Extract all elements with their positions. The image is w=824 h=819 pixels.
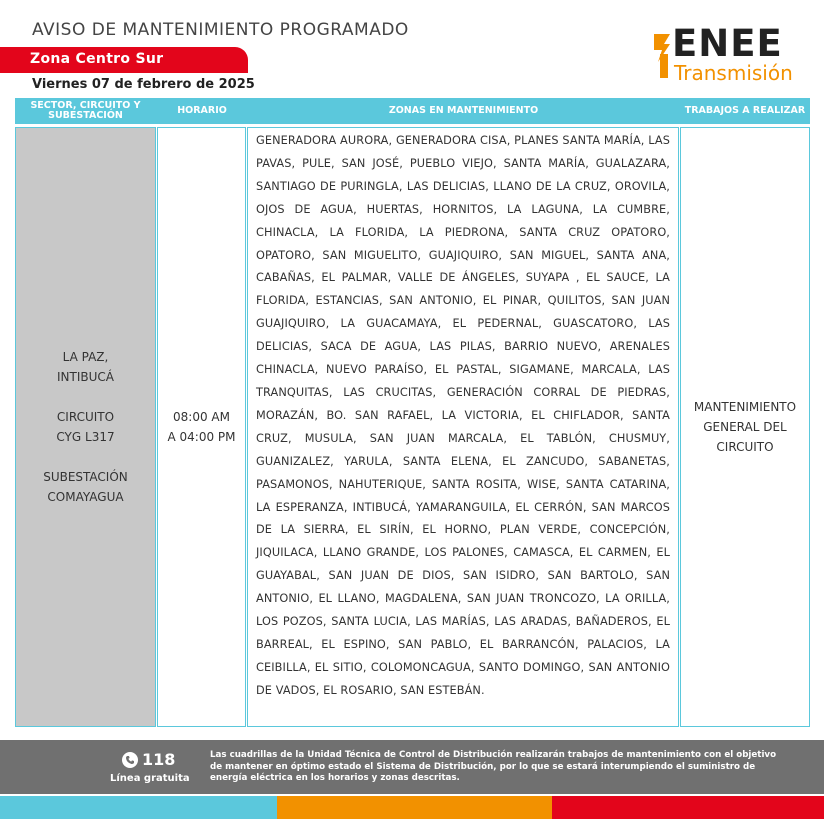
location-line-1: LA PAZ,	[62, 350, 109, 364]
location-line-2: INTIBUCÁ	[57, 370, 114, 384]
notice-date: Viernes 07 de febrero de 2025	[32, 77, 255, 92]
footer-banner	[0, 740, 824, 794]
enee-logo	[650, 22, 810, 85]
schedule-end: A 04:00 PM	[167, 430, 236, 444]
stripe-cyan	[0, 796, 277, 819]
sector-cell	[15, 127, 156, 727]
work-line-2: GENERAL DEL	[703, 420, 787, 434]
zones-list: GENERADORA AURORA, GENERADORA CISA, PLANES SANTA MARÍA, LAS PAVAS, PULE, SAN JOSÉ, PUEBLO VIEJO, SANTA MARÍA, GUALAZARA, SANTIAGO DE PURINGLA, LAS DELICIAS, LLANO DE LA CRUZ, OROVILA, OJOS DE AGUA, HUERTAS, HORNITOS, LA LAGUNA, LA CUMBRE, CHINACLA, LA FLORIDA, LA PIEDRONA, SANTA CRUZ OPATORO, OPATORO, SAN MIGUELITO, GUAJIQUIRO, SAN MIGUEL, SANTA ANA, CABAÑAS, EL PALMAR, VALLE DE ÁNGELES, SUYAPA , EL SAUCE, LA FLORIDA, ESTANCIAS, SAN ANTONIO, EL PINAR, QUILITOS, SAN JUAN GUAJIQUIRO, LA GUACAMAYA, EL PEDERNAL, GUASCATORO, LAS DELICIAS, SACA DE AGUA, LAS PILAS, BARRIO NUEVO, ARENALES CHINACLA, NUEVO PARAÍSO, EL PASTAL, SIGAMANE, MARCALA, LAS TRANQUITAS, LAS CRUCITAS, GENERACIÓN CORRAL DE PIEDRAS, MORAZÁN, BO. SAN RAFAEL, LA VICTORIA, EL CHIFLADOR, SANTA CRUZ, MUSULA, SAN JUAN MARCALA, EL TABLÓN, CHUSMUY, GUANIZALEZ, YARULA, SANTA ELENA, EL ZANCUDO, SABANETAS, PASAMONOS, NAHUTERIQUE, SANTA ROSITA, WISE, SANTA CATARINA, LA ESPERANZA, INTIBUCÁ, YAMARANGUILA, EL CERRÓN, SAN MARCOS DE LA SIERRA, EL SIRÍN, EL HORNO, PLAN VERDE, CONCEPCIÓN, JIQUILACA, LLANO GRANDE, LOS PALONES, CAMASCA, EL CARMEN, EL GUAYABAL, SAN JUAN DE DIOS, SAN ISIDRO, SAN BARTOLO, SAN ANTONIO, EL LLANO, MAGDALENA, SAN JUAN TRONCOZO, LA ORILLA, LOS POZOS, SANTA LUCIA, LAS MARÍAS, LAS ARADAS, BAÑADEROS, EL BARREAL, EL ESPINO, SAN PABLO, EL BARRANCÓN, PALACIOS, LA CEIBILLA, EL SITIO, COLOMONCAGUA, SANTO DOMINGO, SAN ANTONIO DE VADOS, EL ROSARIO, SAN ESTEBÁN.	[256, 134, 670, 697]
zone-label: Zona Centro Sur	[30, 51, 164, 67]
substation-name: COMAYAGUA	[47, 490, 124, 504]
work-cell	[680, 127, 810, 727]
substation-label: SUBESTACIÓN	[43, 470, 128, 484]
logo-name: ENEE	[672, 22, 783, 65]
table-header	[15, 98, 810, 124]
zone-banner	[0, 47, 248, 73]
phone-number: 118	[142, 750, 176, 769]
header-work: TRABAJOS A REALIZAR	[684, 105, 806, 116]
phone-icon	[122, 752, 138, 768]
phone-block	[110, 750, 190, 790]
page-title: AVISO DE MANTENIMIENTO PROGRAMADO	[32, 20, 409, 40]
schedule-cell	[157, 127, 246, 727]
logo-subtitle: Transmisión	[674, 61, 793, 85]
header-zones: ZONAS EN MANTENIMIENTO	[388, 105, 539, 116]
header-schedule: HORARIO	[177, 105, 227, 116]
circuit-label: CIRCUITO	[56, 410, 115, 424]
circuit-id: CYG L317	[56, 430, 115, 444]
schedule-start: 08:00 AM	[173, 410, 230, 424]
stripe-red	[552, 796, 824, 819]
phone-label: Línea gratuita	[110, 773, 190, 784]
work-line-3: CIRCUITO	[716, 440, 774, 454]
footer-notice: Las cuadrillas de la Unidad Técnica de Control de Distribución realizarán trabajos de mantenimiento con el objetivo de mantener en óptimo estado el Sistema de Distribución, por lo que se estará interumpiendo el suministro de energía eléctrica en los horarios y zonas descritas.	[210, 750, 777, 783]
enee-mark-icon	[652, 32, 672, 80]
work-line-1: MANTENIMIENTO	[693, 400, 797, 414]
zones-cell	[247, 127, 679, 727]
stripe-orange	[277, 796, 552, 819]
header-sector: SECTOR, CIRCUITO Y SUBESTACIÓN	[30, 100, 141, 121]
